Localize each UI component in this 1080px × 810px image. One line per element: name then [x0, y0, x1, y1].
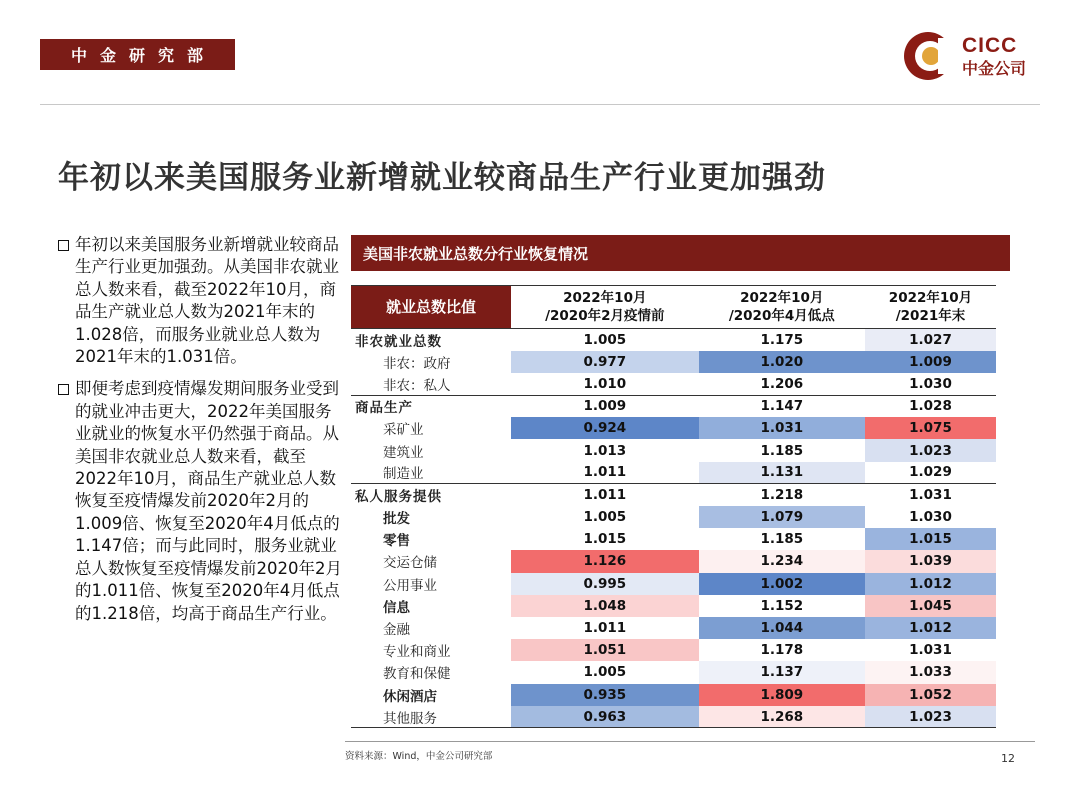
value-cell: 0.995	[511, 573, 699, 595]
bullet-item	[57, 378, 342, 624]
column-header-line1: 2022年10月	[888, 290, 973, 306]
row-label: 交运仓储	[383, 555, 437, 572]
page-number: 12	[1001, 752, 1015, 765]
row-label: 批发	[383, 511, 410, 528]
value-cell: 1.031	[865, 484, 996, 506]
value-cell: 1.044	[699, 617, 865, 639]
row-label: 专业和商业	[383, 644, 451, 661]
table-row	[351, 439, 996, 461]
value-cell: 1.206	[699, 373, 865, 395]
department-tag: 中金研究部	[40, 39, 235, 70]
table-row	[351, 684, 996, 706]
value-cell: 1.030	[865, 373, 996, 395]
bullet-text: 年初以来美国服务业新增就业较商品生产行业更加强劲。从美国非农就业总人数来看，截至2022年10月，商品生产就业总人数为2021年末的1.028倍，而服务业就业总人数为2021年末的1.031倍。	[75, 235, 339, 367]
row-label: 制造业	[383, 466, 424, 483]
value-cell: 1.029	[865, 462, 996, 484]
table-row	[351, 617, 996, 639]
column-header	[865, 286, 996, 329]
value-cell: 1.020	[699, 351, 865, 373]
row-label: 公用事业	[383, 577, 437, 594]
value-cell: 1.218	[699, 484, 865, 506]
value-cell: 1.010	[511, 373, 699, 395]
value-cell: 1.009	[865, 351, 996, 373]
table-row	[351, 395, 996, 417]
table-row	[351, 528, 996, 550]
value-cell: 1.033	[865, 661, 996, 683]
column-header-line1: 2022年10月	[563, 290, 647, 306]
logo-text-en: CICC	[962, 34, 1018, 57]
value-cell: 1.031	[699, 417, 865, 439]
value-cell: 1.178	[699, 639, 865, 661]
row-label: 其他服务	[383, 710, 437, 727]
value-cell: 0.963	[511, 706, 699, 728]
value-cell: 1.011	[511, 484, 699, 506]
value-cell: 1.051	[511, 639, 699, 661]
bullet-item	[57, 234, 342, 368]
row-label: 非农就业总数	[355, 333, 442, 350]
header-divider	[40, 104, 1040, 105]
value-cell: 1.012	[865, 617, 996, 639]
table-row	[351, 417, 996, 439]
value-cell: 1.075	[865, 417, 996, 439]
value-cell: 1.079	[699, 506, 865, 528]
row-label: 休闲酒店	[383, 688, 437, 705]
table-row	[351, 484, 996, 506]
row-label: 非农：政府	[383, 355, 451, 372]
source-note: 资料来源：Wind，中金公司研究部	[345, 751, 493, 762]
value-cell: 1.185	[699, 528, 865, 550]
table-row	[351, 573, 996, 595]
value-cell: 1.027	[865, 329, 996, 351]
value-cell: 1.012	[865, 573, 996, 595]
table-row	[351, 373, 996, 395]
value-cell: 1.005	[511, 329, 699, 351]
row-label: 建筑业	[383, 444, 424, 461]
value-cell: 1.015	[865, 528, 996, 550]
value-cell: 1.175	[699, 329, 865, 351]
row-label: 非农：私人	[383, 377, 451, 394]
table-row	[351, 506, 996, 528]
value-cell: 1.015	[511, 528, 699, 550]
value-cell: 1.131	[699, 462, 865, 484]
value-cell: 0.977	[511, 351, 699, 373]
row-label: 采矿业	[383, 422, 424, 439]
column-header-line2: /2020年2月疫情前	[545, 308, 665, 324]
value-cell: 1.234	[699, 550, 865, 572]
value-cell: 1.048	[511, 595, 699, 617]
value-cell: 1.005	[511, 506, 699, 528]
row-label: 私人服务提供	[351, 484, 511, 506]
table-row	[351, 706, 996, 728]
column-header-line2: /2020年4月低点	[728, 308, 835, 324]
table-header-row	[351, 286, 996, 329]
value-cell: 1.039	[865, 550, 996, 572]
table-row	[351, 595, 996, 617]
table-row	[351, 351, 996, 373]
table-row	[351, 329, 996, 351]
value-cell: 1.030	[865, 506, 996, 528]
row-label: 信息	[383, 599, 410, 616]
value-cell: 1.268	[699, 706, 865, 728]
value-cell: 1.052	[865, 684, 996, 706]
value-cell: 1.009	[511, 395, 699, 417]
row-label: 教育和保健	[383, 666, 451, 683]
value-cell: 1.002	[699, 573, 865, 595]
value-cell: 0.924	[511, 417, 699, 439]
checkbox-bullet-icon	[58, 240, 69, 251]
value-cell: 1.147	[699, 395, 865, 417]
value-cell: 1.185	[699, 439, 865, 461]
column-header	[511, 286, 699, 329]
value-cell: 1.023	[865, 439, 996, 461]
value-cell: 1.011	[511, 617, 699, 639]
value-cell: 1.031	[865, 639, 996, 661]
value-cell: 1.028	[865, 395, 996, 417]
table-caption: 美国非农就业总数分行业恢复情况	[351, 235, 1010, 271]
recovery-table	[351, 285, 996, 728]
table-row	[351, 639, 996, 661]
table-row	[351, 462, 996, 484]
table-corner-header: 就业总数比值	[351, 286, 511, 329]
value-cell: 1.137	[699, 661, 865, 683]
table-row	[351, 550, 996, 572]
checkbox-bullet-icon	[58, 384, 69, 395]
table-body	[351, 329, 996, 728]
value-cell: 0.935	[511, 684, 699, 706]
footer-divider	[345, 741, 1035, 742]
cicc-logo	[902, 30, 1052, 82]
value-cell: 1.809	[699, 684, 865, 706]
table-row	[351, 661, 996, 683]
value-cell: 1.011	[511, 462, 699, 484]
value-cell: 1.045	[865, 595, 996, 617]
value-cell: 1.005	[511, 661, 699, 683]
value-cell: 1.152	[699, 595, 865, 617]
bullet-text: 即便考虑到疫情爆发期间服务业受到的就业冲击更大，2022年美国服务业就业的恢复水平仍然强于商品。从美国非农就业总人数来看，截至2022年10月，商品生产就业总人数恢复至疫情爆发前2020年2月的1.009倍、恢复至2020年4月低点的1.147倍；而与此同时，服务业就业总人数恢复至疫情爆发前2020年2月的1.011倍、恢复至2020年4月低点的1.218倍，均高于商品生产行业。	[75, 379, 342, 623]
logo-text-cn: 中金公司	[962, 59, 1027, 78]
column-header-line2: /2021年末	[895, 308, 966, 324]
value-cell: 1.023	[865, 706, 996, 728]
page-title: 年初以来美国服务业新增就业较商品生产行业更加强劲	[58, 160, 826, 196]
row-label: 零售	[383, 533, 410, 550]
row-label: 金融	[383, 622, 410, 639]
value-cell: 1.013	[511, 439, 699, 461]
cicc-logo-icon	[902, 30, 954, 82]
value-cell: 1.126	[511, 550, 699, 572]
column-header-line1: 2022年10月	[740, 290, 824, 306]
row-label: 商品生产	[351, 395, 511, 417]
bullet-list	[57, 234, 342, 625]
column-header	[699, 286, 865, 329]
